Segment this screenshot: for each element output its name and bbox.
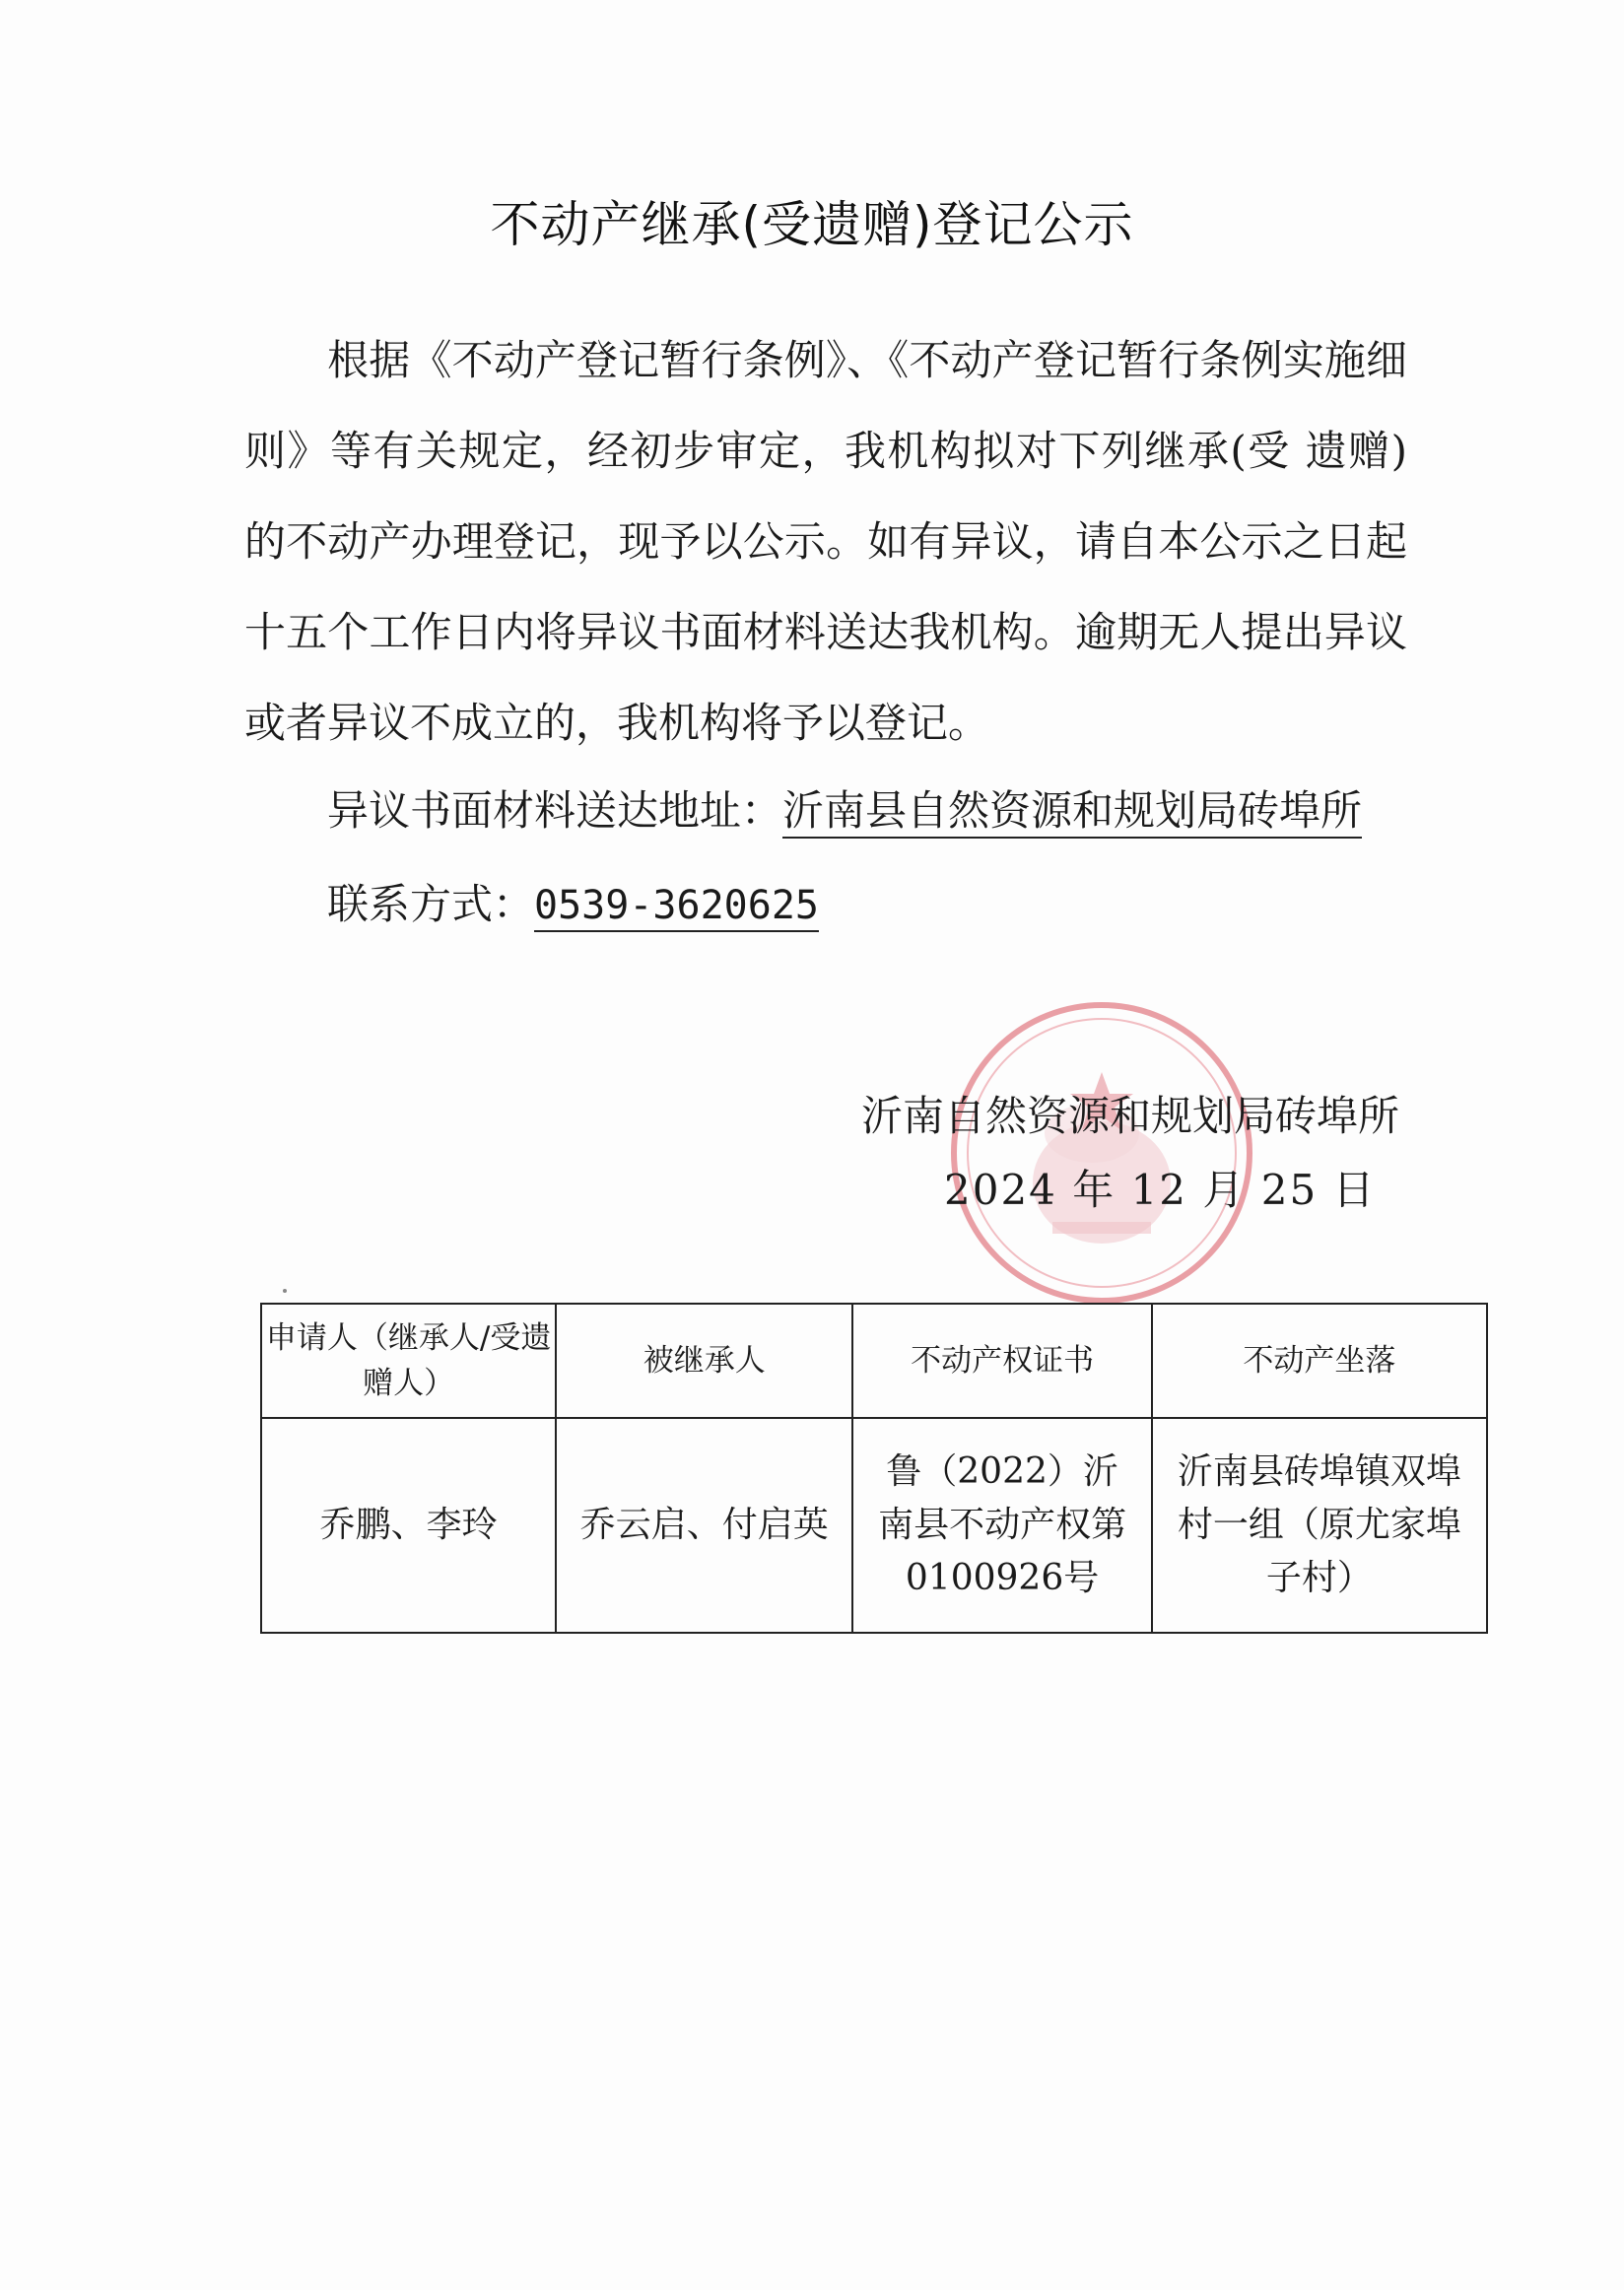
location-text: 沂南县砖埠镇双埠村一组（原尤家埠子村） [1177, 1451, 1461, 1598]
certificate-text: 鲁（2022）沂南县不动产权第0100926号 [878, 1451, 1127, 1598]
header-location: 不动产坐落 [1152, 1304, 1487, 1418]
scan-speck [283, 1289, 287, 1293]
issuing-organization: 沂南自然资源和规划局砖埠所 [860, 1092, 1399, 1140]
cell-location [1152, 1418, 1487, 1633]
header-decedent: 被继承人 [556, 1304, 852, 1418]
cell-decedent: 乔云启、付启英 [556, 1418, 852, 1633]
address-value: 沂南县自然资源和规划局砖埠所 [782, 786, 1362, 839]
document-title: 不动产继承(受遗赠)登记公示 [490, 196, 1134, 253]
registration-table [260, 1303, 1488, 1634]
issue-date: 2024 年 12 月 25 日 [944, 1166, 1377, 1214]
address-label: 异议书面材料送达地址： [327, 786, 783, 835]
notice-paragraph [244, 315, 1407, 769]
official-seal [934, 985, 1269, 1320]
header-certificate: 不动产权证书 [852, 1304, 1151, 1418]
contact-label: 联系方式： [327, 880, 535, 928]
table-header-row [261, 1304, 1487, 1418]
contact-phone: 0539-3620625 [534, 883, 819, 932]
header-applicant: 申请人（继承人/受遗赠人） [261, 1304, 556, 1418]
table-row [261, 1418, 1487, 1633]
cell-applicant: 乔鹏、李玲 [261, 1418, 556, 1633]
contact-info [327, 872, 819, 931]
cell-certificate [852, 1418, 1151, 1633]
notice-paragraph-text: 根据《不动产登记暂行条例》、《不动产登记暂行条例实施细则》等有关规定，经初步审定，我机构拟对下列继承(受 遗赠)的不动产办理登记，现予以公示。如有异议，请自本公示之日起十五个工作日内将异议书面材料送达我机构。逾期无人提出异议或者异议不成立的，我机构将予以登记。 [244, 336, 1407, 747]
objection-address [327, 778, 1362, 838]
